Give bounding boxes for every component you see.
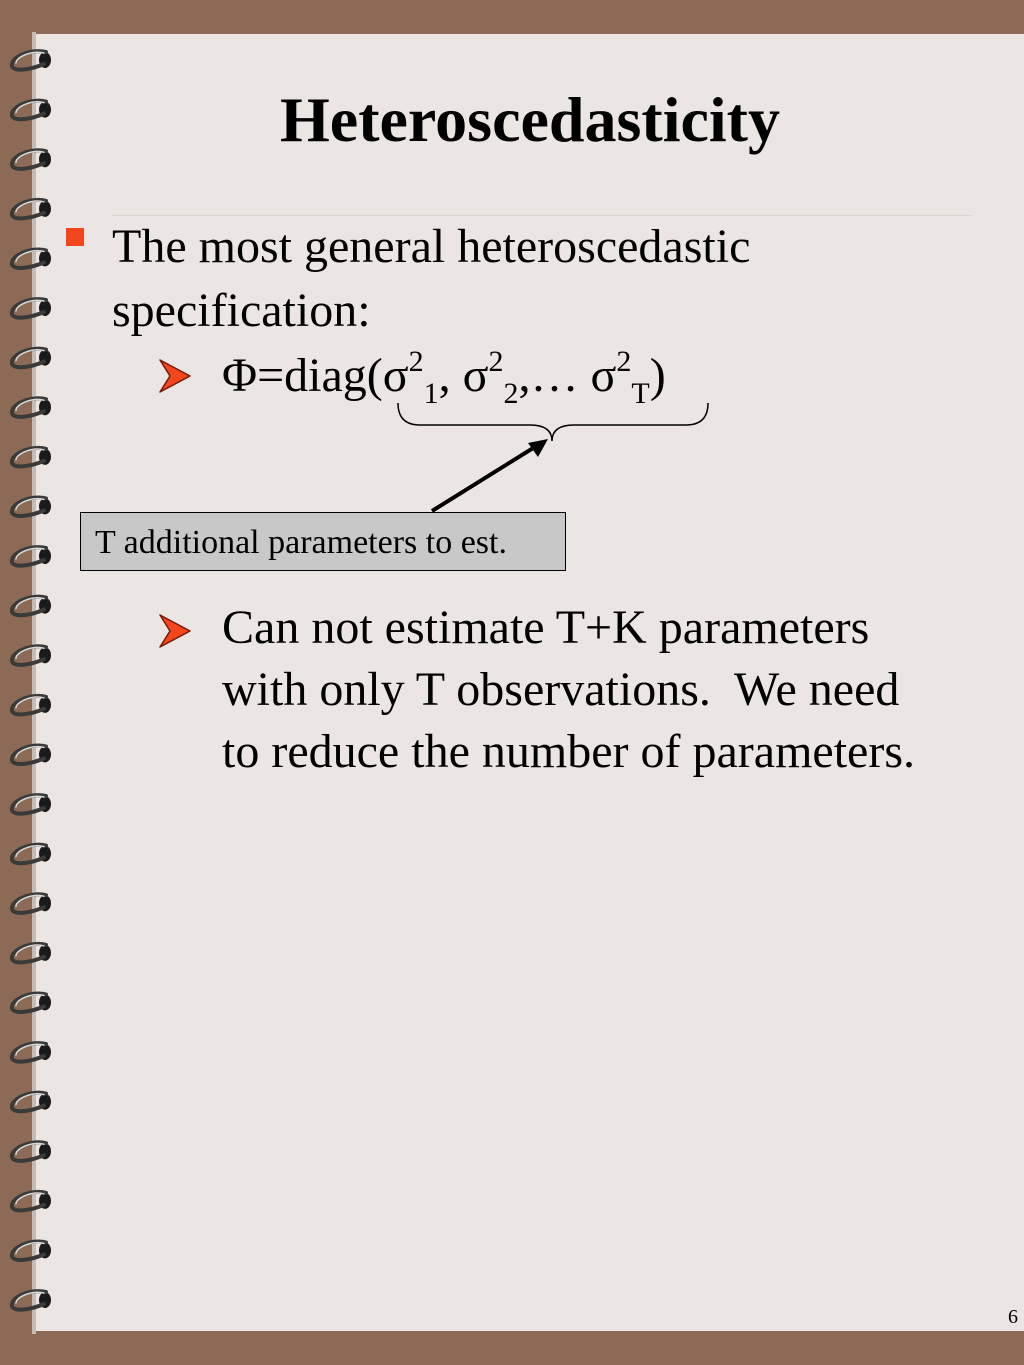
spiral-ring-icon bbox=[12, 1093, 51, 1112]
page-number: 6 bbox=[1008, 1306, 1018, 1328]
frame-bottom bbox=[0, 1331, 1024, 1365]
slide-title: Heteroscedasticity bbox=[280, 84, 780, 155]
second-sub-bullet-text bbox=[222, 597, 1012, 783]
sigma-2: σ bbox=[462, 349, 489, 402]
arrowhead-bullet-icon bbox=[158, 358, 192, 394]
frame-top bbox=[0, 0, 1024, 34]
sub-bullet-line: with only T observations. We need bbox=[222, 663, 900, 716]
spiral-ring-icon bbox=[12, 497, 51, 516]
sigma-t-index: T bbox=[631, 377, 650, 410]
spiral-ring-icon bbox=[12, 993, 51, 1012]
spiral-ring-icon bbox=[12, 349, 51, 368]
spiral-ring-icon bbox=[12, 448, 51, 467]
sigma-1-index: 1 bbox=[423, 377, 439, 410]
spiral-ring-icon bbox=[12, 1142, 51, 1161]
square-bullet-icon bbox=[66, 228, 84, 246]
spiral-ring-icon bbox=[12, 696, 51, 715]
sigma-2-index: 2 bbox=[503, 377, 519, 410]
spiral-ring-icon bbox=[12, 1291, 51, 1310]
spiral-ring-icon bbox=[12, 51, 51, 70]
spiral-ring-icon bbox=[12, 200, 51, 219]
callout-box: T additional parameters to est. bbox=[80, 512, 566, 571]
sub-bullet-line: Can not estimate T+K parameters bbox=[222, 601, 870, 654]
sigma-1-exponent: 2 bbox=[408, 345, 424, 378]
main-bullet-text: The most general heteroscedastic specification: bbox=[112, 220, 751, 337]
sigma-2-exponent: 2 bbox=[488, 345, 504, 378]
spiral-ring-icon bbox=[12, 1241, 51, 1260]
spiral-ring-icon bbox=[12, 299, 51, 318]
spiral-ring-icon bbox=[12, 845, 51, 864]
spiral-ring-icon bbox=[12, 745, 51, 764]
spiral-ring-icon bbox=[12, 398, 51, 417]
formula-ellipsis: ,… bbox=[518, 349, 591, 402]
spiral-ring-icon bbox=[12, 597, 51, 616]
brace-annotation bbox=[380, 395, 740, 525]
sigma-1: σ bbox=[382, 349, 409, 402]
spiral-ring-icon bbox=[12, 249, 51, 268]
spiral-ring-icon bbox=[12, 1043, 51, 1062]
spiral-ring-icon bbox=[12, 944, 51, 963]
sigma-t-exponent: 2 bbox=[616, 345, 632, 378]
sigma-t: σ bbox=[590, 349, 617, 402]
spiral-ring-icon bbox=[12, 547, 51, 566]
spiral-binding bbox=[0, 34, 72, 1331]
spiral-ring-icon bbox=[12, 795, 51, 814]
spiral-ring-icon bbox=[12, 646, 51, 665]
spiral-ring-icon bbox=[12, 1192, 51, 1211]
formula-prefix: Φ=diag( bbox=[222, 349, 383, 402]
arrowhead-bullet-icon bbox=[158, 613, 192, 649]
curly-brace bbox=[398, 403, 708, 441]
formula-close: ) bbox=[649, 349, 666, 402]
spiral-ring-icon bbox=[12, 894, 51, 913]
callout-arrow-line bbox=[432, 445, 538, 511]
sub-bullet-line: to reduce the number of parameters. bbox=[222, 725, 916, 778]
formula-separator: , bbox=[438, 349, 463, 402]
